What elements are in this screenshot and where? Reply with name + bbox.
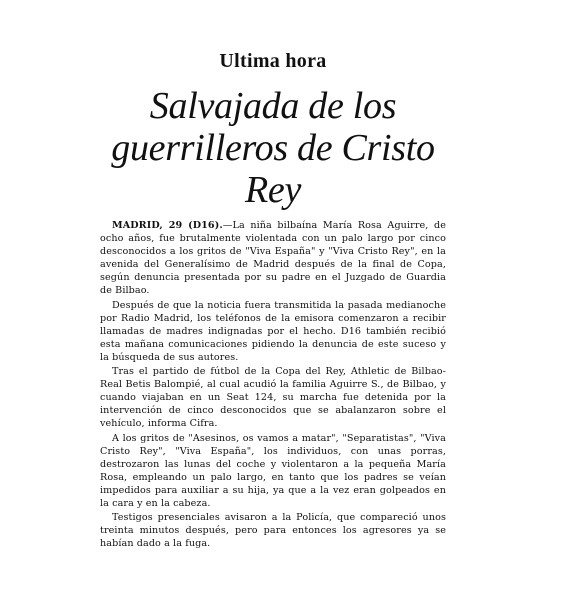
newspaper-clipping — [100, 50, 446, 551]
article-paragraph-4: A los gritos de "Asesinos, os vamos a matar", "Separatistas", "Viva Cristo Rey", "Viva España", los individuos, con unas porras, destrozaron las lunas del coche y violentaron a la pequeña María Rosa, empleando un palo largo, en tanto que los padres se veían impedidos para auxiliar a su hija, ya que a la vez eran golpeados en la cara y en la cabeza. — [100, 432, 446, 509]
section-kicker: Ultima hora — [219, 50, 327, 72]
headline: Salvajada de los guerrilleros de Cristo Rey — [111, 85, 435, 211]
article-paragraph-5: Testigos presenciales avisaron a la Policía, que compareció unos treinta minutos después, pero para entonces los agresores ya se habían dado a la fuga. — [100, 512, 446, 550]
paragraph-1-text: —La niña bilbaína María Rosa Aguirre, de ocho años, fue brutalmente violentada con un palo largo por cinco desconocidos a los gritos de "Viva España" y "Viva Cristo Rey", en la avenida del Generalísimo de Madrid después de la final de Copa, según denuncia presentada por su padre en el Juzgado de Guardia de Bilbao. — [100, 220, 446, 297]
article-paragraph-3: Tras el partido de fútbol de la Copa del Rey, Athletic de Bilbao-Real Betis Balompié, al cual acudió la familia Aguirre S., de Bilbao, y cuando viajaban en un Seat 124, su marcha fue detenida por la intervención de cinco desconocidos que se abalanzaron sobre el vehículo, informa Cifra. — [100, 366, 446, 430]
article-body — [100, 219, 446, 550]
dateline: MADRID, 29 (D16). — [112, 220, 223, 231]
article-paragraph-2: Después de que la noticia fuera transmitida la pasada medianoche por Radio Madrid, los teléfonos de la emisora comenzaron a recibir llamadas de madres indignadas por el hecho. D16 también recibió esta mañana comunicaciones pidiendo la denuncia de este suceso y la búsqueda de sus autores. — [100, 299, 446, 363]
article-paragraph-1 — [100, 219, 446, 298]
